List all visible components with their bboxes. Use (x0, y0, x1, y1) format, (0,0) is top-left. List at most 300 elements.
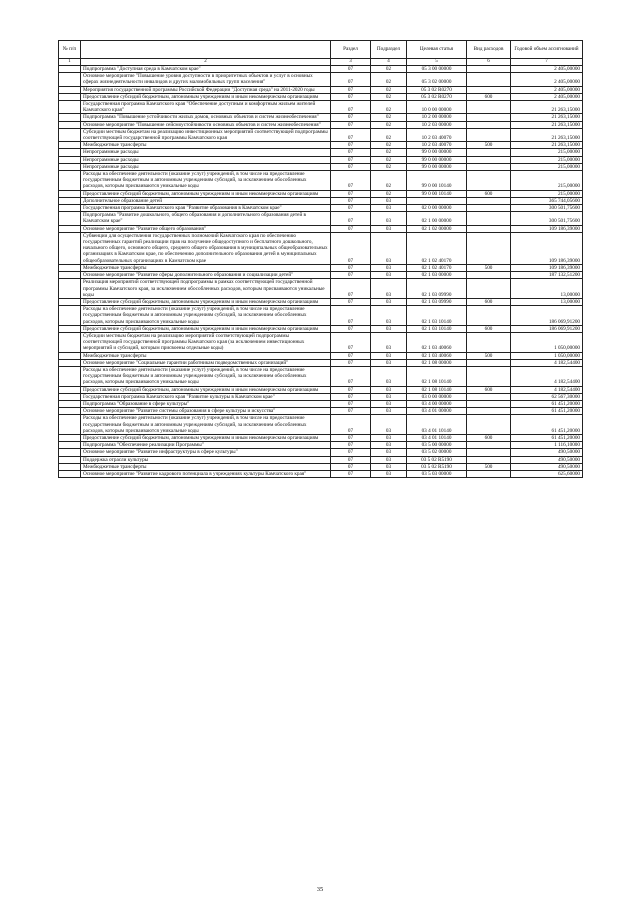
table-row (59, 386, 583, 393)
row-amount-cell: 13,00000 (511, 279, 583, 299)
row-name-cell: Непрограммные расходы (81, 149, 331, 156)
row-target-article-cell: 10 2 00 00000 (407, 114, 467, 121)
row-target-article-cell: 99 0 00 00000 (407, 149, 467, 156)
row-amount-cell: 61 451,20000 (511, 400, 583, 407)
row-section-cell: 07 (331, 386, 371, 393)
row-subsection-cell: 02 (371, 73, 407, 86)
row-amount-cell: 62 567,30000 (511, 393, 583, 400)
row-number-cell (59, 272, 81, 279)
row-subsection-cell: 02 (371, 149, 407, 156)
table-row (59, 463, 583, 470)
row-subsection-cell: 02 (371, 190, 407, 197)
row-subsection-cell: 03 (371, 386, 407, 393)
row-name-cell: Предоставление субсидий бюджетным, автономным учреждениям и иным некоммерческим организациям (81, 298, 331, 305)
table-row (59, 149, 583, 156)
row-expense-type-cell (467, 415, 511, 435)
header-number: № п/п (59, 41, 81, 59)
row-expense-type-cell: 500 (467, 463, 511, 470)
row-number-cell (59, 205, 81, 212)
row-amount-cell: 1 116,10000 (511, 442, 583, 449)
row-target-article-cell: 99 0 00 00000 (407, 163, 467, 170)
column-number: 4 (371, 59, 407, 66)
row-expense-type-cell: 600 (467, 298, 511, 305)
table-body (59, 66, 583, 478)
row-section-cell: 07 (331, 470, 371, 477)
row-section-cell: 07 (331, 86, 371, 93)
row-target-article-cell: 02 1 03 00000 (407, 272, 467, 279)
row-target-article-cell: 02 1 02 40170 (407, 264, 467, 271)
row-number-cell (59, 415, 81, 435)
row-subsection-cell: 03 (371, 470, 407, 477)
row-target-article-cell: 99 0 00 00000 (407, 156, 467, 163)
row-number-cell (59, 386, 81, 393)
row-amount-cell: 490,50000 (511, 463, 583, 470)
row-number-cell (59, 325, 81, 332)
row-subsection-cell: 03 (371, 332, 407, 352)
row-subsection-cell: 03 (371, 279, 407, 299)
row-target-article-cell: 02 1 02 40170 (407, 232, 467, 264)
row-number-cell (59, 149, 81, 156)
column-number: 1 (59, 59, 81, 66)
row-expense-type-cell (467, 225, 511, 232)
row-target-article-cell: 02 1 03 40060 (407, 332, 467, 352)
row-subsection-cell: 02 (371, 171, 407, 191)
row-subsection-cell: 03 (371, 400, 407, 407)
row-name-cell: Основное мероприятие "Развитие инфраструктуры в сфере культуры" (81, 449, 331, 456)
row-amount-cell: 365 744,05600 (511, 197, 583, 204)
row-amount-cell: 109 186,39000 (511, 225, 583, 232)
row-subsection-cell: 03 (371, 264, 407, 271)
row-expense-type-cell (467, 232, 511, 264)
row-section-cell: 07 (331, 298, 371, 305)
row-number-cell (59, 400, 81, 407)
row-name-cell: Подпрограмма "Доступная среда в Камчатском крае" (81, 66, 331, 73)
row-number-cell (59, 190, 81, 197)
row-section-cell: 07 (331, 306, 371, 326)
row-amount-cell: 61 451,20000 (511, 415, 583, 435)
row-expense-type-cell (467, 400, 511, 407)
row-amount-cell: 4 182,54400 (511, 359, 583, 366)
row-expense-type-cell (467, 114, 511, 121)
table-row (59, 142, 583, 149)
table-row (59, 415, 583, 435)
row-expense-type-cell (467, 456, 511, 463)
row-subsection-cell: 03 (371, 359, 407, 366)
table-row (59, 114, 583, 121)
row-amount-cell: 215,00000 (511, 190, 583, 197)
row-expense-type-cell (467, 156, 511, 163)
row-number-cell (59, 93, 81, 100)
row-name-cell: Расходы на обеспечение деятельности (оказание услуг) учреждений, в том числе на предоставление государственным бюджетным и автономным учреждениям субсидий, за исключением обособленных расходов, которым присваиваются уникальные коды (81, 415, 331, 435)
row-expense-type-cell: 500 (467, 264, 511, 271)
row-subsection-cell: 03 (371, 225, 407, 232)
row-name-cell: Предоставление субсидий бюджетным, автономным учреждениям и иным некоммерческим организациям (81, 434, 331, 441)
row-number-cell (59, 434, 81, 441)
row-name-cell: Подпрограмма "Повышение устойчивости жилых домов, основных объектов и систем жизнеобеспечения" (81, 114, 331, 121)
row-name-cell: Межбюджетные трансферты (81, 463, 331, 470)
row-name-cell: Непрограммные расходы (81, 156, 331, 163)
page-number: 35 (316, 886, 324, 893)
row-amount-cell: 61 451,20000 (511, 434, 583, 441)
row-target-article-cell: 02 1 03 09990 (407, 279, 467, 299)
row-expense-type-cell (467, 73, 511, 86)
row-amount-cell: 109 186,39000 (511, 232, 583, 264)
row-expense-type-cell: 600 (467, 325, 511, 332)
row-section-cell: 07 (331, 93, 371, 100)
row-name-cell: Предоставление субсидий бюджетным, автономным учреждениям и иным некоммерческим организациям (81, 386, 331, 393)
row-expense-type-cell (467, 121, 511, 128)
row-expense-type-cell (467, 86, 511, 93)
row-expense-type-cell (467, 66, 511, 73)
row-name-cell: Дополнительное образование детей (81, 197, 331, 204)
row-target-article-cell: 03 5 03 00000 (407, 470, 467, 477)
budget-table (58, 40, 583, 478)
row-subsection-cell: 02 (371, 128, 407, 141)
table-row (59, 306, 583, 326)
row-expense-type-cell: 500 (467, 142, 511, 149)
row-expense-type-cell (467, 171, 511, 191)
row-amount-cell: 300 501,75600 (511, 205, 583, 212)
row-name-cell: Подпрограмма "Образование в сфере культуры" (81, 400, 331, 407)
row-expense-type-cell: 600 (467, 190, 511, 197)
row-amount-cell: 109 186,39000 (511, 264, 583, 271)
row-expense-type-cell (467, 163, 511, 170)
row-number-cell (59, 197, 81, 204)
row-number-cell (59, 121, 81, 128)
row-section-cell: 07 (331, 232, 371, 264)
row-subsection-cell: 02 (371, 121, 407, 128)
row-section-cell: 07 (331, 225, 371, 232)
table-row (59, 442, 583, 449)
row-name-cell: Поддержка отрасли культуры (81, 456, 331, 463)
row-target-article-cell: 05 3 02 00000 (407, 73, 467, 86)
row-name-cell: Основное мероприятие "Развитие сферы дополнительного образования и социализации детей" (81, 272, 331, 279)
row-target-article-cell: 03 5 02 R5190 (407, 463, 467, 470)
row-amount-cell: 4 182,54400 (511, 386, 583, 393)
row-name-cell: Предоставление субсидий бюджетным, автономным учреждениям и иным некоммерческим организациям (81, 325, 331, 332)
row-number-cell (59, 73, 81, 86)
row-target-article-cell: 02 0 00 00000 (407, 205, 467, 212)
row-number-cell (59, 456, 81, 463)
row-amount-cell: 625,60000 (511, 470, 583, 477)
row-expense-type-cell (467, 197, 511, 204)
row-subsection-cell: 03 (371, 463, 407, 470)
row-name-cell: Основное мероприятие "Развитие общего образования" (81, 225, 331, 232)
row-section-cell: 07 (331, 163, 371, 170)
row-name-cell: Предоставление субсидий бюджетным, автономным учреждениям и иным некоммерческим организациям (81, 190, 331, 197)
row-name-cell: Государственная программа Камчатского края "Развитие образования в Камчатском крае" (81, 205, 331, 212)
row-number-cell (59, 128, 81, 141)
row-target-article-cell: 03 4 00 00000 (407, 400, 467, 407)
row-section-cell: 07 (331, 73, 371, 86)
row-number-cell (59, 449, 81, 456)
row-section-cell: 07 (331, 393, 371, 400)
table-row (59, 264, 583, 271)
row-name-cell: Государственная программа Камчатского края "Развитие культуры в Камчатском крае" (81, 393, 331, 400)
table-row (59, 272, 583, 279)
row-name-cell: Непрограммные расходы (81, 163, 331, 170)
row-expense-type-cell: 600 (467, 434, 511, 441)
row-name-cell: Государственная программа Камчатского края "Обеспечение доступным и комфортным жильем жителей Камчатского края" (81, 101, 331, 114)
row-section-cell: 07 (331, 205, 371, 212)
row-section-cell: 07 (331, 114, 371, 121)
row-amount-cell: 13,00000 (511, 298, 583, 305)
row-section-cell: 07 (331, 66, 371, 73)
row-target-article-cell: 10 0 00 00000 (407, 101, 467, 114)
row-amount-cell: 2 405,00000 (511, 66, 583, 73)
row-section-cell: 07 (331, 156, 371, 163)
row-amount-cell: 4 182,54400 (511, 366, 583, 386)
row-section-cell: 07 (331, 264, 371, 271)
budget-table-sheet (58, 40, 582, 478)
row-number-cell (59, 66, 81, 73)
row-number-cell (59, 332, 81, 352)
row-target-article-cell: 02 1 03 09990 (407, 298, 467, 305)
row-target-article-cell: 02 1 08 00000 (407, 359, 467, 366)
row-amount-cell: 187 132,51200 (511, 272, 583, 279)
table-row (59, 434, 583, 441)
row-subsection-cell: 03 (371, 366, 407, 386)
table-row (59, 171, 583, 191)
row-name-cell: Подпрограмма "Развитие дошкольного, общего образования и дополнительного образования детей в Камчатском крае" (81, 212, 331, 225)
row-subsection-cell: 03 (371, 272, 407, 279)
row-name-cell: Субсидии местным бюджетам на реализацию инвестиционных мероприятий соответствующей подпрограммы соответствующей государственной программы Камчатского края (81, 128, 331, 141)
row-section-cell: 07 (331, 128, 371, 141)
row-expense-type-cell (467, 272, 511, 279)
row-number-cell (59, 306, 81, 326)
table-row (59, 232, 583, 264)
row-number-cell (59, 225, 81, 232)
row-amount-cell: 215,00000 (511, 163, 583, 170)
row-name-cell: Основное мероприятие "Повышение уровня доступности в приоритетных объектов и услуг в основных сферах жизнедеятельности инвалидов и других маломобильных групп населения" (81, 73, 331, 86)
row-target-article-cell: 99 0 00 10140 (407, 171, 467, 191)
table-row (59, 456, 583, 463)
row-amount-cell: 21 263,15000 (511, 114, 583, 121)
table-row (59, 470, 583, 477)
row-target-article-cell: 03 5 02 00000 (407, 449, 467, 456)
row-number-cell (59, 359, 81, 366)
row-expense-type-cell: 600 (467, 93, 511, 100)
row-expense-type-cell (467, 359, 511, 366)
row-expense-type-cell (467, 279, 511, 299)
row-amount-cell: 2 405,00000 (511, 93, 583, 100)
row-section-cell: 07 (331, 212, 371, 225)
row-name-cell: Предоставление субсидий бюджетным, автономным учреждениям и иным некоммерческим организациям (81, 93, 331, 100)
row-number-cell (59, 156, 81, 163)
row-expense-type-cell (467, 212, 511, 225)
table-row (59, 393, 583, 400)
row-target-article-cell (407, 197, 467, 204)
row-subsection-cell: 03 (371, 212, 407, 225)
table-row (59, 66, 583, 73)
row-subsection-cell: 02 (371, 156, 407, 163)
row-expense-type-cell (467, 128, 511, 141)
row-amount-cell: 21 263,15000 (511, 142, 583, 149)
row-section-cell: 07 (331, 434, 371, 441)
table-row (59, 86, 583, 93)
row-expense-type-cell: 600 (467, 386, 511, 393)
table-row (59, 93, 583, 100)
row-subsection-cell: 03 (371, 449, 407, 456)
row-section-cell: 07 (331, 121, 371, 128)
row-amount-cell: 215,00000 (511, 171, 583, 191)
row-target-article-cell: 10 2 03 00000 (407, 121, 467, 128)
row-subsection-cell: 02 (371, 66, 407, 73)
row-amount-cell: 2 405,00000 (511, 73, 583, 86)
row-section-cell: 07 (331, 352, 371, 359)
row-section-cell: 07 (331, 101, 371, 114)
table-row (59, 73, 583, 86)
table-row (59, 325, 583, 332)
row-subsection-cell: 03 (371, 415, 407, 435)
table-header-row (59, 41, 583, 59)
row-amount-cell: 186 069,91200 (511, 325, 583, 332)
row-section-cell: 07 (331, 171, 371, 191)
row-name-cell: Межбюджетные трансферты (81, 352, 331, 359)
table-row (59, 279, 583, 299)
table-row (59, 101, 583, 114)
row-name-cell: Основное мероприятие "Развитие системы образования в сфере культуры и искусства" (81, 408, 331, 415)
row-section-cell: 07 (331, 197, 371, 204)
row-name-cell: Расходы на обеспечение деятельности (оказание услуг) учреждений, в том числе на предоставление государственным бюджетным и автономным учреждениям субсидий, за исключением обособленных расходов, которым присваиваются уникальные коды (81, 306, 331, 326)
row-section-cell: 07 (331, 325, 371, 332)
row-number-cell (59, 393, 81, 400)
row-expense-type-cell (467, 442, 511, 449)
row-target-article-cell: 02 1 00 00000 (407, 212, 467, 225)
row-amount-cell: 300 501,75600 (511, 212, 583, 225)
row-expense-type-cell (467, 366, 511, 386)
row-number-cell (59, 114, 81, 121)
row-expense-type-cell (467, 306, 511, 326)
row-amount-cell: 490,50000 (511, 449, 583, 456)
table-row (59, 408, 583, 415)
row-subsection-cell: 02 (371, 101, 407, 114)
row-target-article-cell: 05 3 00 00000 (407, 66, 467, 73)
row-subsection-cell: 02 (371, 142, 407, 149)
row-subsection-cell: 02 (371, 163, 407, 170)
header-annual-amount: Годовой объем ассигнований (511, 41, 583, 59)
row-subsection-cell: 03 (371, 393, 407, 400)
table-row (59, 190, 583, 197)
row-target-article-cell: 03 4 01 10140 (407, 415, 467, 435)
table-row (59, 366, 583, 386)
row-expense-type-cell (467, 408, 511, 415)
row-name-cell: Мероприятия государственной программы Российской Федерации "Доступная среда" на 2011-2020 годы (81, 86, 331, 93)
row-subsection-cell: 03 (371, 197, 407, 204)
row-number-cell (59, 101, 81, 114)
row-section-cell: 07 (331, 142, 371, 149)
table-row (59, 205, 583, 212)
row-section-cell: 07 (331, 463, 371, 470)
row-subsection-cell: 02 (371, 114, 407, 121)
row-section-cell: 07 (331, 272, 371, 279)
row-name-cell: Межбюджетные трансферты (81, 142, 331, 149)
table-row (59, 225, 583, 232)
row-expense-type-cell (467, 449, 511, 456)
row-amount-cell: 21 263,15000 (511, 128, 583, 141)
table-row (59, 352, 583, 359)
column-numbering-row (59, 59, 583, 66)
row-subsection-cell: 03 (371, 232, 407, 264)
row-number-cell (59, 298, 81, 305)
row-section-cell: 07 (331, 366, 371, 386)
row-section-cell: 07 (331, 415, 371, 435)
table-row (59, 332, 583, 352)
header-expense-type: Вид расходов (467, 41, 511, 59)
row-subsection-cell: 03 (371, 205, 407, 212)
row-subsection-cell: 03 (371, 352, 407, 359)
row-name-cell: Расходы на обеспечение деятельности (оказание услуг) учреждений, в том числе на предоставление государственным бюджетным и автономным учреждениям субсидий, за исключением обособленных расходов, которым присваиваются уникальные коды (81, 366, 331, 386)
table-row (59, 156, 583, 163)
row-name-cell: Подпрограмма "Обеспечение реализации Программы" (81, 442, 331, 449)
row-subsection-cell: 03 (371, 298, 407, 305)
column-number: 7 (511, 59, 583, 66)
header-subsection: Подраздел (371, 41, 407, 59)
row-target-article-cell: 10 2 03 40070 (407, 128, 467, 141)
row-expense-type-cell (467, 470, 511, 477)
row-target-article-cell: 02 1 03 40060 (407, 352, 467, 359)
row-name-cell: Основное мероприятие "Социальные гарантии работникам подведомственных организаций" (81, 359, 331, 366)
row-expense-type-cell (467, 332, 511, 352)
row-target-article-cell: 02 1 08 10140 (407, 386, 467, 393)
table-row (59, 128, 583, 141)
row-target-article-cell: 02 1 08 10140 (407, 366, 467, 386)
table-row (59, 359, 583, 366)
row-target-article-cell: 05 3 02 R0270 (407, 93, 467, 100)
row-section-cell: 07 (331, 279, 371, 299)
column-number: 3 (331, 59, 371, 66)
row-subsection-cell: 03 (371, 434, 407, 441)
table-row (59, 121, 583, 128)
row-number-cell (59, 366, 81, 386)
row-number-cell (59, 163, 81, 170)
row-target-article-cell: 03 5 02 R5190 (407, 456, 467, 463)
row-target-article-cell: 10 2 03 40070 (407, 142, 467, 149)
row-number-cell (59, 352, 81, 359)
row-number-cell (59, 463, 81, 470)
row-number-cell (59, 171, 81, 191)
table-row (59, 400, 583, 407)
row-subsection-cell: 03 (371, 306, 407, 326)
row-target-article-cell: 99 0 00 10140 (407, 190, 467, 197)
table-row (59, 212, 583, 225)
row-amount-cell: 215,00000 (511, 149, 583, 156)
row-number-cell (59, 232, 81, 264)
row-amount-cell: 21 263,15000 (511, 101, 583, 114)
row-amount-cell: 1 050,00000 (511, 332, 583, 352)
row-section-cell: 07 (331, 400, 371, 407)
header-section: Раздел (331, 41, 371, 59)
row-target-article-cell: 03 4 01 00000 (407, 408, 467, 415)
header-name (81, 41, 331, 59)
row-target-article-cell: 02 1 03 10140 (407, 306, 467, 326)
row-amount-cell: 490,50000 (511, 456, 583, 463)
row-expense-type-cell (467, 149, 511, 156)
row-number-cell (59, 264, 81, 271)
row-section-cell: 07 (331, 190, 371, 197)
row-subsection-cell: 03 (371, 325, 407, 332)
table-row (59, 197, 583, 204)
row-expense-type-cell (467, 393, 511, 400)
row-amount-cell: 186 069,91200 (511, 306, 583, 326)
row-target-article-cell: 02 1 03 10140 (407, 325, 467, 332)
row-target-article-cell: 03 5 00 00000 (407, 442, 467, 449)
row-section-cell: 07 (331, 449, 371, 456)
row-target-article-cell: 05 3 02 R0270 (407, 86, 467, 93)
table-row (59, 298, 583, 305)
table-row (59, 163, 583, 170)
row-name-cell: Субвенции для осуществления государственных полномочий Камчатского края по обеспечению государственных гарантий реализации прав на получение общедоступного и бесплатного дошкольного, начального общего, основного общего, среднего общего образования в муниципальных общеобразовательных организациях в Камчатском крае, по обеспечению дополнительного образования детей в муниципальных общеобразовательных организациях в Камчатском крае (81, 232, 331, 264)
